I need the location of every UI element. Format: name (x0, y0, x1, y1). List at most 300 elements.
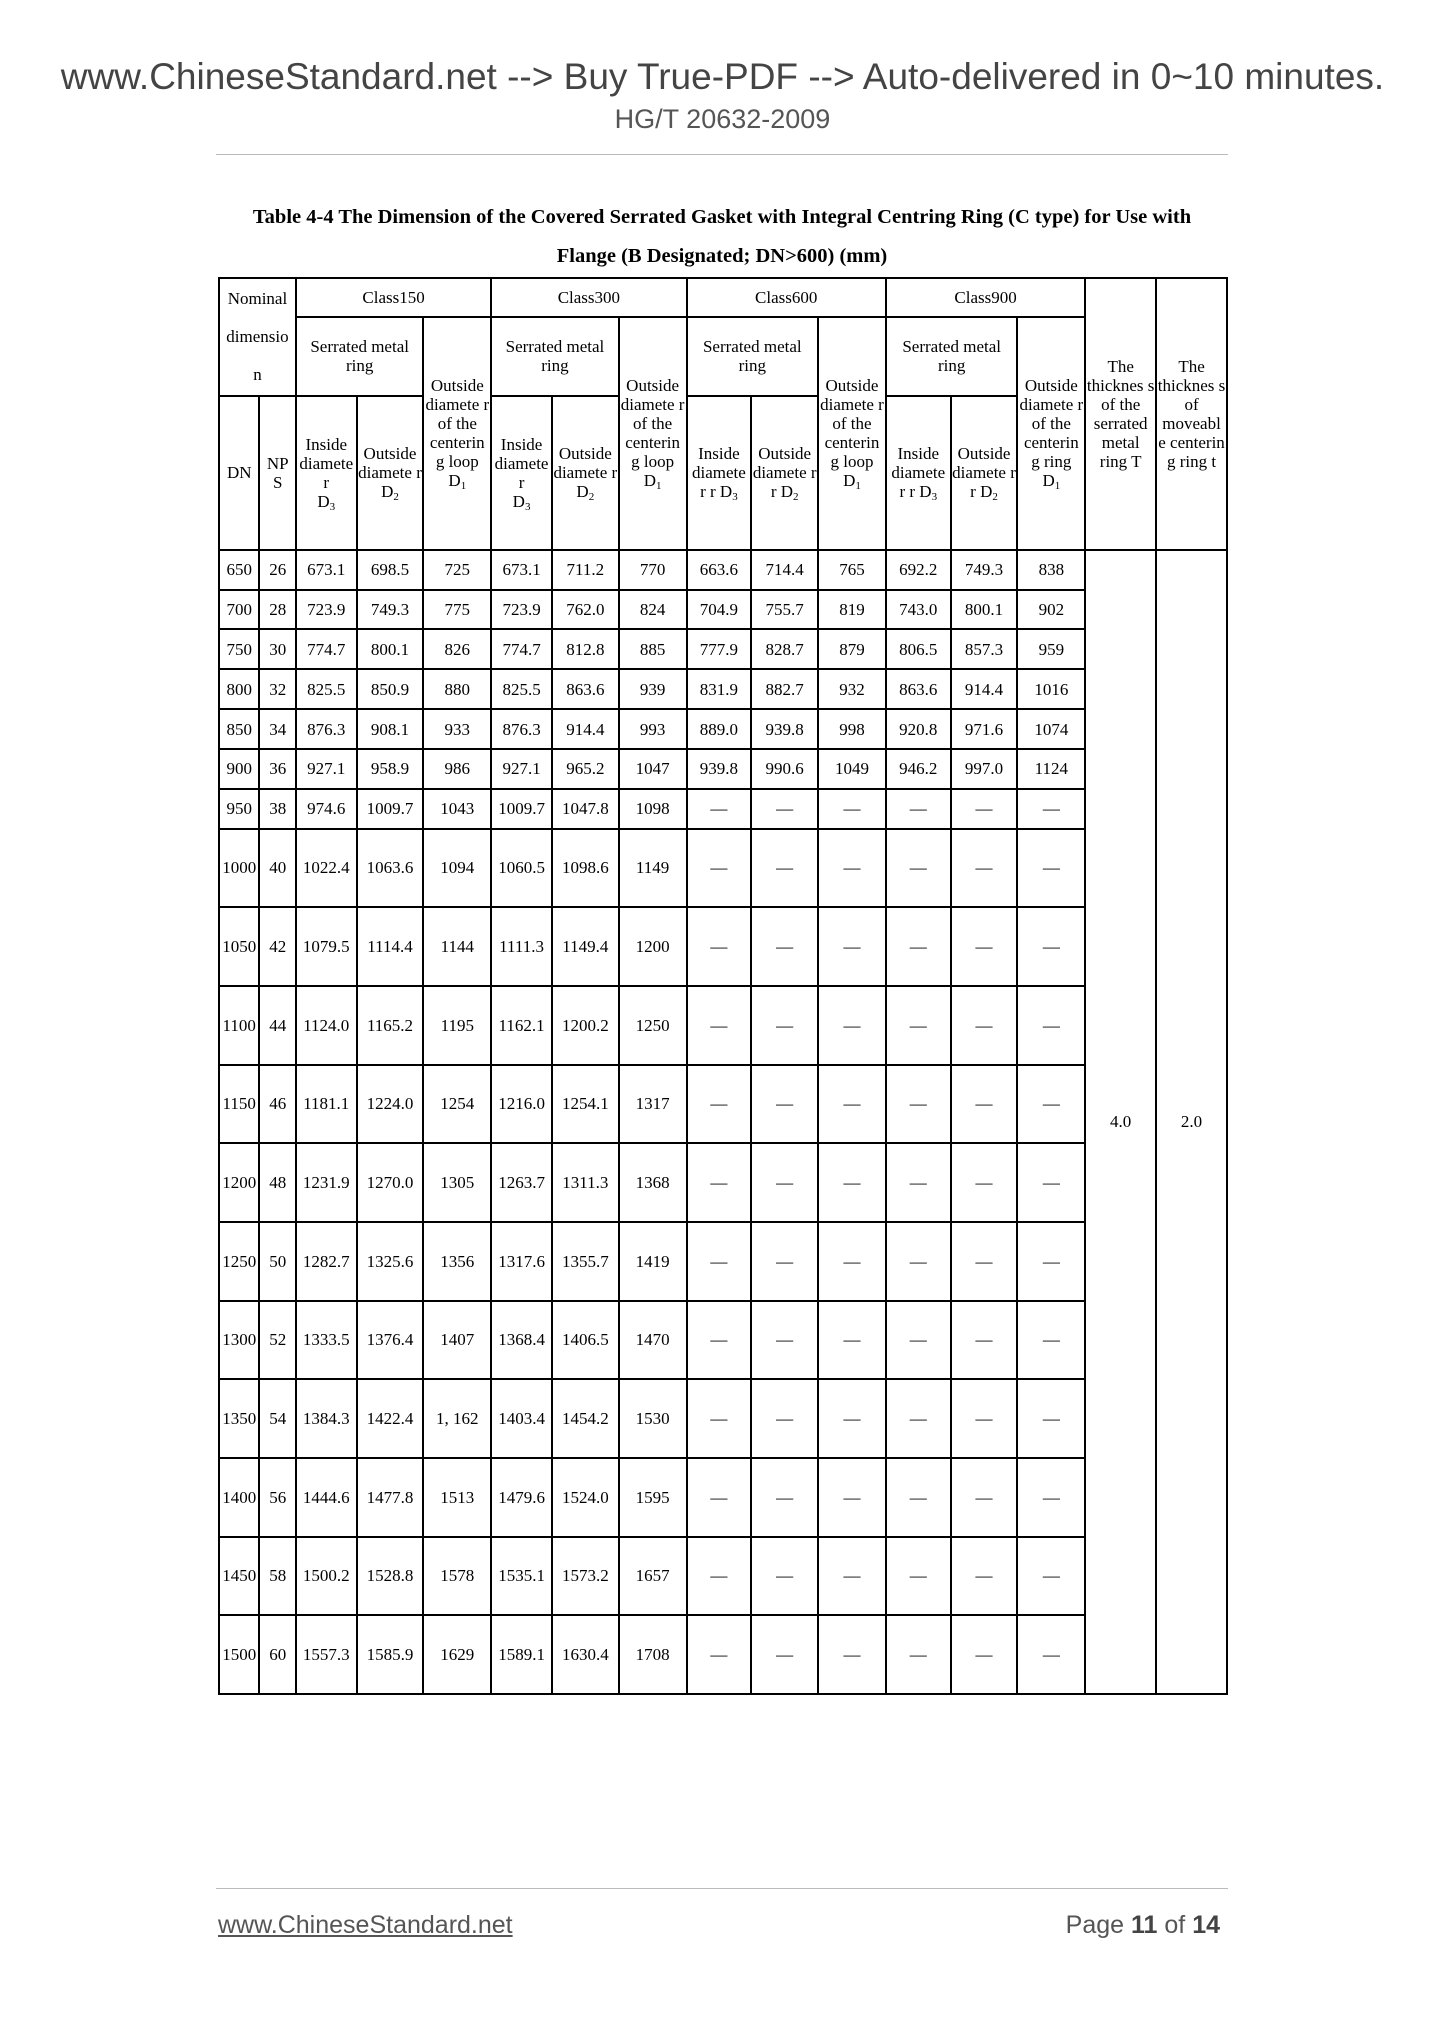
header-serrated-ring-900: Serrated metal ring (886, 317, 1018, 396)
table-cell: — (951, 789, 1018, 829)
table-cell: — (886, 986, 951, 1065)
table-cell: — (951, 1615, 1018, 1694)
header-outside-diameter-900: Outside diamete r of the centerin g ring $D_1$ (1017, 317, 1085, 550)
table-cell: — (951, 1458, 1018, 1537)
table-cell: 663.6 (687, 550, 752, 590)
table-cell: — (886, 1222, 951, 1301)
table-cell: 26 (259, 550, 295, 590)
table-cell: 1195 (423, 986, 491, 1065)
table-cell: 1043 (423, 789, 491, 829)
table-cell: 30 (259, 629, 295, 669)
table-cell: 1500 (219, 1615, 259, 1694)
header-outside-diameter-150: Outside diamete r of the centerin g loop $D_1$ (423, 317, 491, 550)
table-cell: 1060.5 (491, 829, 552, 908)
table-cell: 1528.8 (357, 1537, 424, 1616)
table-cell: — (818, 1615, 886, 1694)
table-cell: 1595 (619, 1458, 687, 1537)
table-cell: — (818, 1143, 886, 1222)
table-cell: — (886, 907, 951, 986)
table-row (219, 1301, 1227, 1380)
table-cell: — (687, 1143, 752, 1222)
table-cell: 1162.1 (491, 986, 552, 1065)
table-row (219, 590, 1227, 630)
table-cell: — (951, 1143, 1018, 1222)
table-cell: 40 (259, 829, 295, 908)
table-row (219, 550, 1227, 590)
table-cell: — (687, 1458, 752, 1537)
table-cell: 880 (423, 669, 491, 709)
table-cell: — (818, 1065, 886, 1144)
table-cell: 927.1 (491, 749, 552, 789)
table-cell: 1500.2 (296, 1537, 357, 1616)
table-cell: 1535.1 (491, 1537, 552, 1616)
table-cell: — (951, 829, 1018, 908)
table-cell: — (886, 1615, 951, 1694)
table-cell: 1325.6 (357, 1222, 424, 1301)
table-cell: 806.5 (886, 629, 951, 669)
footer-divider (216, 1888, 1228, 1889)
table-cell: 1144 (423, 907, 491, 986)
table-cell: 1403.4 (491, 1379, 552, 1458)
table-cell: 34 (259, 709, 295, 749)
table-cell: — (951, 986, 1018, 1065)
table-cell: 1181.1 (296, 1065, 357, 1144)
table-cell: — (751, 829, 818, 908)
table-cell: 933 (423, 709, 491, 749)
table-cell: — (1017, 1379, 1085, 1458)
table-cell: — (1017, 1458, 1085, 1537)
table-cell: — (886, 1537, 951, 1616)
table-cell: 774.7 (491, 629, 552, 669)
table-cell: 857.3 (951, 629, 1018, 669)
table-cell: 902 (1017, 590, 1085, 630)
table-cell: 673.1 (296, 550, 357, 590)
table-cell: 1573.2 (552, 1537, 619, 1616)
table-cell: — (1017, 829, 1085, 908)
page-total: 14 (1192, 1911, 1220, 1939)
gasket-dimension-table (218, 277, 1228, 1695)
table-cell: 1317.6 (491, 1222, 552, 1301)
table-cell: 1300 (219, 1301, 259, 1380)
table-cell: 762.0 (552, 590, 619, 630)
table-cell: 1114.4 (357, 907, 424, 986)
table-cell: 800.1 (357, 629, 424, 669)
table-cell: 1165.2 (357, 986, 424, 1065)
table-cell: 974.6 (296, 789, 357, 829)
table-row (219, 1379, 1227, 1458)
header-divider (216, 154, 1228, 155)
table-cell: 824 (619, 590, 687, 630)
table-cell: 1216.0 (491, 1065, 552, 1144)
table-cell: — (687, 1065, 752, 1144)
header-inside-d3-150: Inside diamete r $D_3$ (296, 396, 357, 550)
standard-code: HG/T 20632-2009 (614, 104, 831, 134)
site-banner[interactable]: www.ChineseStandard.net --> Buy True-PDF --> Auto-delivered in 0~10 minutes. (60, 56, 1385, 97)
table-row (219, 1615, 1227, 1694)
table-cell: 800.1 (951, 590, 1018, 630)
table-cell: — (951, 1379, 1018, 1458)
table-cell: 946.2 (886, 749, 951, 789)
label: Outside diamete r of the centerin g loop (620, 376, 685, 472)
table-cell: 1368 (619, 1143, 687, 1222)
table-cell: 723.9 (491, 590, 552, 630)
table-row (219, 1143, 1227, 1222)
table-cell: 32 (259, 669, 295, 709)
table-cell: 950 (219, 789, 259, 829)
table-cell: 1524.0 (552, 1458, 619, 1537)
table-cell: 914.4 (951, 669, 1018, 709)
table-row (219, 986, 1227, 1065)
table-cell: 1098 (619, 789, 687, 829)
table-cell: — (751, 1537, 818, 1616)
header-inside-d3-900: Inside diamete r r $D_3$ (886, 396, 951, 550)
table-cell: — (951, 1537, 1018, 1616)
page-indicator: Page 11 of 14 (1065, 1911, 1220, 1939)
table-cell: 1000 (219, 829, 259, 908)
table-cell: 889.0 (687, 709, 752, 749)
table-cell: — (818, 1458, 886, 1537)
table-cell: 714.4 (751, 550, 818, 590)
table-cell: 927.1 (296, 749, 357, 789)
table-cell: 1200 (219, 1143, 259, 1222)
table-cell: 700 (219, 590, 259, 630)
table-cell: 1254 (423, 1065, 491, 1144)
table-cell: — (886, 1458, 951, 1537)
table-cell: 1231.9 (296, 1143, 357, 1222)
table-cell: 1311.3 (552, 1143, 619, 1222)
table-cell: 1149 (619, 829, 687, 908)
table-cell: — (687, 789, 752, 829)
table-cell: — (1017, 1615, 1085, 1694)
table-cell: 770 (619, 550, 687, 590)
table-cell: — (886, 789, 951, 829)
table-cell: 990.6 (751, 749, 818, 789)
table-cell: 1254.1 (552, 1065, 619, 1144)
header-serrated-ring-150: Serrated metal ring (296, 317, 423, 396)
table-cell: 1450 (219, 1537, 259, 1616)
table-cell: 1063.6 (357, 829, 424, 908)
table-cell: — (687, 829, 752, 908)
table-cell: 882.7 (751, 669, 818, 709)
table-cell: 850 (219, 709, 259, 749)
table-cell: 1444.6 (296, 1458, 357, 1537)
table-cell: 775 (423, 590, 491, 630)
table-cell: 939 (619, 669, 687, 709)
table-cell: 765 (818, 550, 886, 590)
table-cell: — (886, 1379, 951, 1458)
table-cell: 885 (619, 629, 687, 669)
table-cell: 743.0 (886, 590, 951, 630)
header-outside-diameter-300: Outside diamete r of the centerin g loop $D_1$ (619, 317, 687, 550)
table-cell: 723.9 (296, 590, 357, 630)
table-cell: 1454.2 (552, 1379, 619, 1458)
table-cell: 50 (259, 1222, 295, 1301)
table-cell: 36 (259, 749, 295, 789)
table-cell: 52 (259, 1301, 295, 1380)
table-cell: 1530 (619, 1379, 687, 1458)
header-nominal-dimension: Nominal dimensio n (219, 278, 296, 396)
header-serrated-ring-300: Serrated metal ring (491, 317, 618, 396)
table-cell: — (751, 1458, 818, 1537)
table-cell: 825.5 (296, 669, 357, 709)
header-class900: Class900 (886, 278, 1085, 317)
table-cell: — (687, 986, 752, 1065)
table-cell: 876.3 (296, 709, 357, 749)
table-cell: — (687, 1615, 752, 1694)
table-cell: 838 (1017, 550, 1085, 590)
table-cell: — (1017, 789, 1085, 829)
table-cell: — (751, 986, 818, 1065)
table-cell: 1022.4 (296, 829, 357, 908)
table-cell: 1406.5 (552, 1301, 619, 1380)
table-cell: 1708 (619, 1615, 687, 1694)
table-cell: 1150 (219, 1065, 259, 1144)
table-cell: 939.8 (687, 749, 752, 789)
table-cell: 1079.5 (296, 907, 357, 986)
table-cell: 1479.6 (491, 1458, 552, 1537)
table-cell: — (751, 1143, 818, 1222)
table-cell: 1578 (423, 1537, 491, 1616)
table-cell: 749.3 (357, 590, 424, 630)
table-cell: 704.9 (687, 590, 752, 630)
table-cell: 1100 (219, 986, 259, 1065)
table-cell: — (751, 1615, 818, 1694)
table-cell: 1094 (423, 829, 491, 908)
table-cell: 755.7 (751, 590, 818, 630)
table-cell: 997.0 (951, 749, 1018, 789)
table-cell: — (818, 829, 886, 908)
caption-line-1: Table 4-4 The Dimension of the Covered Serrated Gasket with Integral Centring Ring (C type) for Use with (252, 206, 1192, 228)
table-cell: — (751, 1222, 818, 1301)
thickness-t-value: 2.0 (1156, 550, 1227, 1694)
table-cell: — (1017, 907, 1085, 986)
table-cell: 1, 162 (423, 1379, 491, 1458)
table-cell: 1124.0 (296, 986, 357, 1065)
table-cell: 1557.3 (296, 1615, 357, 1694)
label: Outside diamete r of the centerin g ring (1019, 376, 1084, 472)
table-cell: — (687, 1222, 752, 1301)
table-cell: 1074 (1017, 709, 1085, 749)
table-cell: 1047 (619, 749, 687, 789)
table-cell: 1124 (1017, 749, 1085, 789)
table-cell: — (751, 1301, 818, 1380)
table-cell: 993 (619, 709, 687, 749)
table-cell: 1047.8 (552, 789, 619, 829)
thickness-T-value: 4.0 (1085, 550, 1156, 1694)
table-cell: 1350 (219, 1379, 259, 1458)
header-outside-d2-150: Outside diamete r $D_2$ (357, 396, 424, 550)
table-cell: — (818, 907, 886, 986)
table-row (219, 1065, 1227, 1144)
table-cell: — (818, 1222, 886, 1301)
table-cell: 900 (219, 749, 259, 789)
table-cell: 698.5 (357, 550, 424, 590)
table-cell: 42 (259, 907, 295, 986)
table-row (219, 789, 1227, 829)
page-number: 11 (1130, 1911, 1158, 1939)
table-cell: 60 (259, 1615, 295, 1694)
table-cell: — (1017, 1537, 1085, 1616)
table-cell: — (1017, 1065, 1085, 1144)
table-cell: 939.8 (751, 709, 818, 749)
table-cell: — (751, 907, 818, 986)
table-cell: 1422.4 (357, 1379, 424, 1458)
table-cell: 44 (259, 986, 295, 1065)
header-class150: Class150 (296, 278, 491, 317)
table-cell: — (1017, 1222, 1085, 1301)
table-cell: 711.2 (552, 550, 619, 590)
table-cell: 46 (259, 1065, 295, 1144)
table-row (219, 829, 1227, 908)
table-cell: 48 (259, 1143, 295, 1222)
table-cell: 971.6 (951, 709, 1018, 749)
header-class300: Class300 (491, 278, 686, 317)
table-cell: 850.9 (357, 669, 424, 709)
table-cell: 692.2 (886, 550, 951, 590)
label: Outside diamete r of the centerin g loop (425, 376, 490, 472)
header-nps: NP S (259, 396, 295, 550)
table-cell: 56 (259, 1458, 295, 1537)
table-cell: — (1017, 986, 1085, 1065)
table-cell: 1009.7 (491, 789, 552, 829)
table-cell: 914.4 (552, 709, 619, 749)
header-outside-d2-300: Outside diamete r $D_2$ (552, 396, 619, 550)
table-cell: — (951, 907, 1018, 986)
table-cell: 828.7 (751, 629, 818, 669)
table-cell: 1384.3 (296, 1379, 357, 1458)
table-cell: 986 (423, 749, 491, 789)
table-cell: 819 (818, 590, 886, 630)
table-cell: 650 (219, 550, 259, 590)
table-cell: 1305 (423, 1143, 491, 1222)
table-cell: — (951, 1065, 1018, 1144)
table-row (219, 1222, 1227, 1301)
table-cell: 1585.9 (357, 1615, 424, 1694)
table-cell: — (751, 789, 818, 829)
table-cell: 932 (818, 669, 886, 709)
table-cell: 774.7 (296, 629, 357, 669)
table-cell: 1630.4 (552, 1615, 619, 1694)
table-cell: 831.9 (687, 669, 752, 709)
table-cell: 1356 (423, 1222, 491, 1301)
table-cell: 1250 (219, 1222, 259, 1301)
header-dn: DN (219, 396, 259, 550)
table-cell: 825.5 (491, 669, 552, 709)
table-cell: — (1017, 1143, 1085, 1222)
table-cell: 920.8 (886, 709, 951, 749)
table-cell: 812.8 (552, 629, 619, 669)
table-cell: 1224.0 (357, 1065, 424, 1144)
table-row (219, 907, 1227, 986)
table-cell: 958.9 (357, 749, 424, 789)
table-cell: — (818, 789, 886, 829)
table-cell: 1270.0 (357, 1143, 424, 1222)
caption-line-2: Flange (B Designated; DN>600) (mm) (556, 245, 888, 267)
table-cell: — (951, 1222, 1018, 1301)
table-cell: 673.1 (491, 550, 552, 590)
table-cell: 1355.7 (552, 1222, 619, 1301)
table-cell: 1629 (423, 1615, 491, 1694)
header-inside-d3-300: Inside diamete r $D_3$ (491, 396, 552, 550)
table-body (219, 550, 1227, 1694)
header-outside-d2-600: Outside diamete r r $D_2$ (751, 396, 818, 550)
table-cell: — (751, 1065, 818, 1144)
table-cell: 54 (259, 1379, 295, 1458)
table-row (219, 749, 1227, 789)
header-thickness-movable-ring: The thicknes s of moveabl e centerin g ring t (1156, 278, 1227, 550)
table-cell: — (687, 1301, 752, 1380)
table-cell: — (818, 1537, 886, 1616)
table-cell: — (886, 1301, 951, 1380)
table-row (219, 709, 1227, 749)
table-cell: 863.6 (886, 669, 951, 709)
table-cell: 1016 (1017, 669, 1085, 709)
table-cell: 908.1 (357, 709, 424, 749)
table-cell: 1282.7 (296, 1222, 357, 1301)
table-cell: 1317 (619, 1065, 687, 1144)
table-cell: 863.6 (552, 669, 619, 709)
table-cell: 38 (259, 789, 295, 829)
table-cell: 1250 (619, 986, 687, 1065)
table-cell: — (1017, 1301, 1085, 1380)
table-cell: 1098.6 (552, 829, 619, 908)
table-cell: — (886, 829, 951, 908)
table-cell: 1333.5 (296, 1301, 357, 1380)
table-cell: — (751, 1379, 818, 1458)
table-cell: 1376.4 (357, 1301, 424, 1380)
table-cell: 58 (259, 1537, 295, 1616)
header-serrated-ring-600: Serrated metal ring (687, 317, 819, 396)
table-cell: 1589.1 (491, 1615, 552, 1694)
table-cell: 1368.4 (491, 1301, 552, 1380)
table-cell: — (687, 1537, 752, 1616)
table-cell: 1009.7 (357, 789, 424, 829)
table-row (219, 1458, 1227, 1537)
table-cell: 1477.8 (357, 1458, 424, 1537)
table-cell: — (687, 1379, 752, 1458)
table-row (219, 1537, 1227, 1616)
table-cell: 1513 (423, 1458, 491, 1537)
table-cell: 1263.7 (491, 1143, 552, 1222)
table-cell: 1419 (619, 1222, 687, 1301)
table-caption (216, 198, 1228, 276)
table-cell: 725 (423, 550, 491, 590)
table-cell: 1111.3 (491, 907, 552, 986)
table-cell: 1050 (219, 907, 259, 986)
header-thickness-serrated-ring: The thicknes s of the serrated metal ring T (1085, 278, 1156, 550)
table-cell: — (886, 1065, 951, 1144)
table-cell: — (687, 907, 752, 986)
label: Outside diamete r of the centerin g loop (820, 376, 884, 472)
header-outside-diameter-600: Outside diamete r of the centerin g loop $D_1$ (818, 317, 886, 550)
table-cell: 1200 (619, 907, 687, 986)
table-row (219, 629, 1227, 669)
table-cell: 879 (818, 629, 886, 669)
table-cell: — (818, 986, 886, 1065)
table-row (219, 669, 1227, 709)
table-cell: 826 (423, 629, 491, 669)
header-outside-d2-900: Outside diamete r r $D_2$ (951, 396, 1018, 550)
table-cell: 749.3 (951, 550, 1018, 590)
table-cell: 1470 (619, 1301, 687, 1380)
header-inside-d3-600: Inside diamete r r $D_3$ (687, 396, 752, 550)
table-cell: — (951, 1301, 1018, 1380)
table-cell: 1400 (219, 1458, 259, 1537)
table-cell: 777.9 (687, 629, 752, 669)
table-cell: 1049 (818, 749, 886, 789)
footer-site-link[interactable]: www.ChineseStandard.net (218, 1911, 513, 1939)
table-cell: 1407 (423, 1301, 491, 1380)
